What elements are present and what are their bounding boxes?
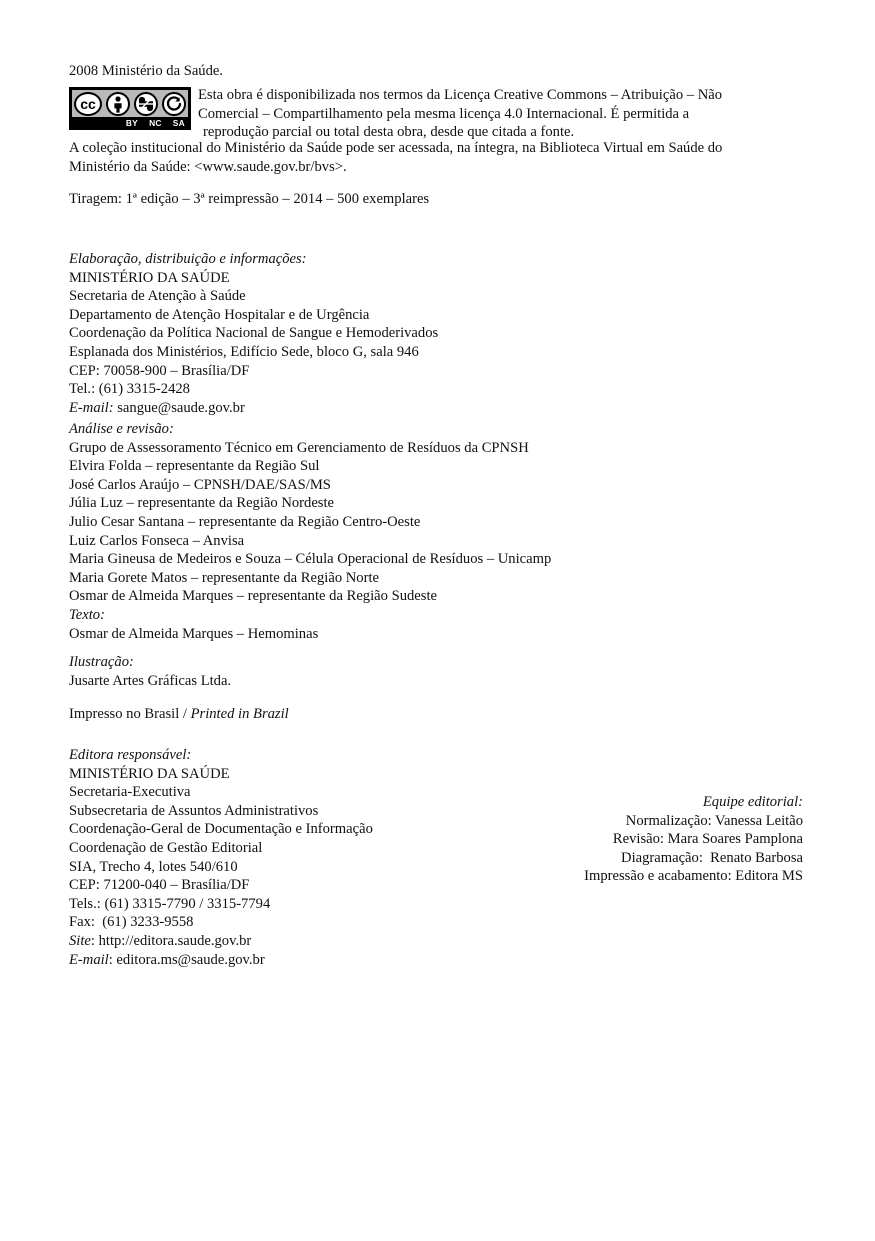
- text-credit-heading: Texto:: [69, 607, 105, 623]
- review-line: Maria Gorete Matos – representante da Região Norte: [69, 569, 379, 586]
- elaboration-line: Tel.: (61) 3315-2428: [69, 381, 190, 398]
- svg-text:cc: cc: [80, 95, 96, 112]
- review-line: Luiz Carlos Fonseca – Anvisa: [69, 532, 245, 549]
- cc-icon: [74, 92, 102, 116]
- license-line: Esta obra é disponibilizada nos termos da Licença Creative Commons – Atribuição – Não: [198, 87, 723, 103]
- text-credit-line: Osmar de Almeida Marques – Hemominas: [69, 625, 319, 642]
- elaboration-line: Departamento de Atenção Hospitalar e de Urgência: [69, 306, 370, 323]
- editorial-team-line: Diagramação: Renato Barbosa: [621, 849, 803, 866]
- email-label: E-mail:: [69, 399, 114, 416]
- publisher-line: Secretaria-Executiva: [69, 784, 191, 801]
- publisher-heading: Editora responsável:: [69, 747, 192, 763]
- license-line: reprodução parcial ou total desta obra, desde que citada a fonte.: [203, 124, 575, 141]
- illustration-line: Jusarte Artes Gráficas Ltda.: [69, 672, 232, 689]
- tiragem-text: Tiragem: 1ª edição – 3ª reimpressão – 2014 – 500 exemplares: [69, 191, 430, 207]
- creative-commons-badge: [69, 87, 191, 130]
- publisher-line: Coordenação-Geral de Documentação e Informação: [69, 821, 373, 838]
- elaboration-line: Esplanada dos Ministérios, Edifício Sede, bloco G, sala 946: [69, 343, 419, 360]
- publisher-line: CEP: 71200-040 – Brasília/DF: [69, 877, 250, 894]
- review-line: Osmar de Almeida Marques – representante da Região Sudeste: [69, 588, 437, 605]
- elaboration-line: Coordenação da Política Nacional de Sangue e Hemoderivados: [69, 325, 439, 342]
- cc-label-by: BY: [125, 118, 139, 128]
- by-person-icon: [106, 92, 130, 116]
- publisher-line: Coordenação de Gestão Editorial: [69, 839, 263, 856]
- email-value: : editora.ms@saude.gov.br: [108, 951, 265, 968]
- editorial-team-line: Normalização: Vanessa Leitão: [625, 812, 803, 829]
- bvs-line: Ministério da Saúde: <www.saude.gov.br/bvs>.: [69, 158, 347, 175]
- publisher-line: Tels.: (61) 3315-7790 / 3315-7794: [69, 895, 271, 912]
- review-line: José Carlos Araújo – CPNSH/DAE/SAS/MS: [69, 476, 331, 493]
- email-label: E-mail: [69, 951, 109, 968]
- publisher-line: Fax: (61) 3233-9558: [69, 914, 194, 931]
- printed-text: [69, 705, 289, 724]
- elaboration-email: [69, 399, 438, 418]
- copyright-text: 2008 Ministério da Saúde.: [69, 63, 224, 79]
- review-line: Maria Gineusa de Medeiros e Souza – Célula Operacional de Resíduos – Unicamp: [69, 551, 552, 568]
- bvs-line: A coleção institucional do Ministério da Saúde pode ser acessada, na íntegra, na Biblioteca Virtual em Saúde do: [69, 140, 723, 156]
- elaboration-heading: Elaboração, distribuição e informações:: [69, 251, 307, 267]
- elaboration-line: MINISTÉRIO DA SAÚDE: [69, 269, 230, 286]
- bvs-paragraph: [69, 139, 722, 176]
- editorial-team-block: [584, 793, 803, 886]
- review-heading: Análise e revisão:: [69, 421, 174, 437]
- illustration-heading: Ilustração:: [69, 654, 134, 670]
- review-line: Elvira Folda – representante da Região Sul: [69, 458, 320, 475]
- editorial-team-line: Revisão: Mara Soares Pamplona: [612, 831, 803, 848]
- cc-label-band: [72, 117, 188, 129]
- copyright-line: [69, 62, 223, 81]
- email-value: sangue@saude.gov.br: [113, 399, 245, 416]
- elaboration-line: CEP: 70058-900 – Brasília/DF: [69, 362, 250, 379]
- publisher-site: [69, 932, 373, 951]
- printed-in-brazil-line: [69, 705, 289, 724]
- site-value: : http://editora.saude.gov.br: [90, 932, 252, 949]
- illustration-credit-block: [69, 653, 231, 690]
- cc-label-nc: NC: [149, 118, 162, 128]
- publisher-line: MINISTÉRIO DA SAÚDE: [69, 765, 230, 782]
- review-line: Julio Cesar Santana – representante da Região Centro-Oeste: [69, 513, 421, 530]
- elaboration-line: Secretaria de Atenção à Saúde: [69, 288, 246, 305]
- publisher-line: SIA, Trecho 4, lotes 540/610: [69, 858, 238, 875]
- text-credit-block: [69, 606, 318, 643]
- license-line: Comercial – Compartilhamento pela mesma licença 4.0 Internacional. É permitida a: [198, 105, 690, 122]
- elaboration-block: [69, 250, 438, 417]
- review-line: Grupo de Assessoramento Técnico em Gerenciamento de Resíduos da CPNSH: [69, 439, 529, 456]
- site-label: Site: [69, 932, 91, 949]
- cc-icon-band: [72, 90, 188, 117]
- license-paragraph: [198, 86, 738, 142]
- printed-italic: Printed in Brazil: [190, 706, 289, 722]
- publisher-email: [69, 951, 373, 970]
- editorial-team-line: Impressão e acabamento: Editora MS: [584, 868, 803, 885]
- publisher-block: [69, 746, 373, 969]
- review-block: [69, 420, 551, 606]
- sa-share-alike-icon: [162, 92, 186, 116]
- publisher-line: Subsecretaria de Assuntos Administrativos: [69, 802, 319, 819]
- editorial-team-heading: Equipe editorial:: [702, 794, 803, 810]
- review-line: Júlia Luz – representante da Região Nordeste: [69, 495, 335, 512]
- nc-dollar-crossed-icon: [134, 92, 158, 116]
- printed-prefix: Impresso no Brasil /: [69, 706, 191, 722]
- print-run-line: [69, 190, 429, 209]
- cc-label-sa: SA: [172, 118, 185, 128]
